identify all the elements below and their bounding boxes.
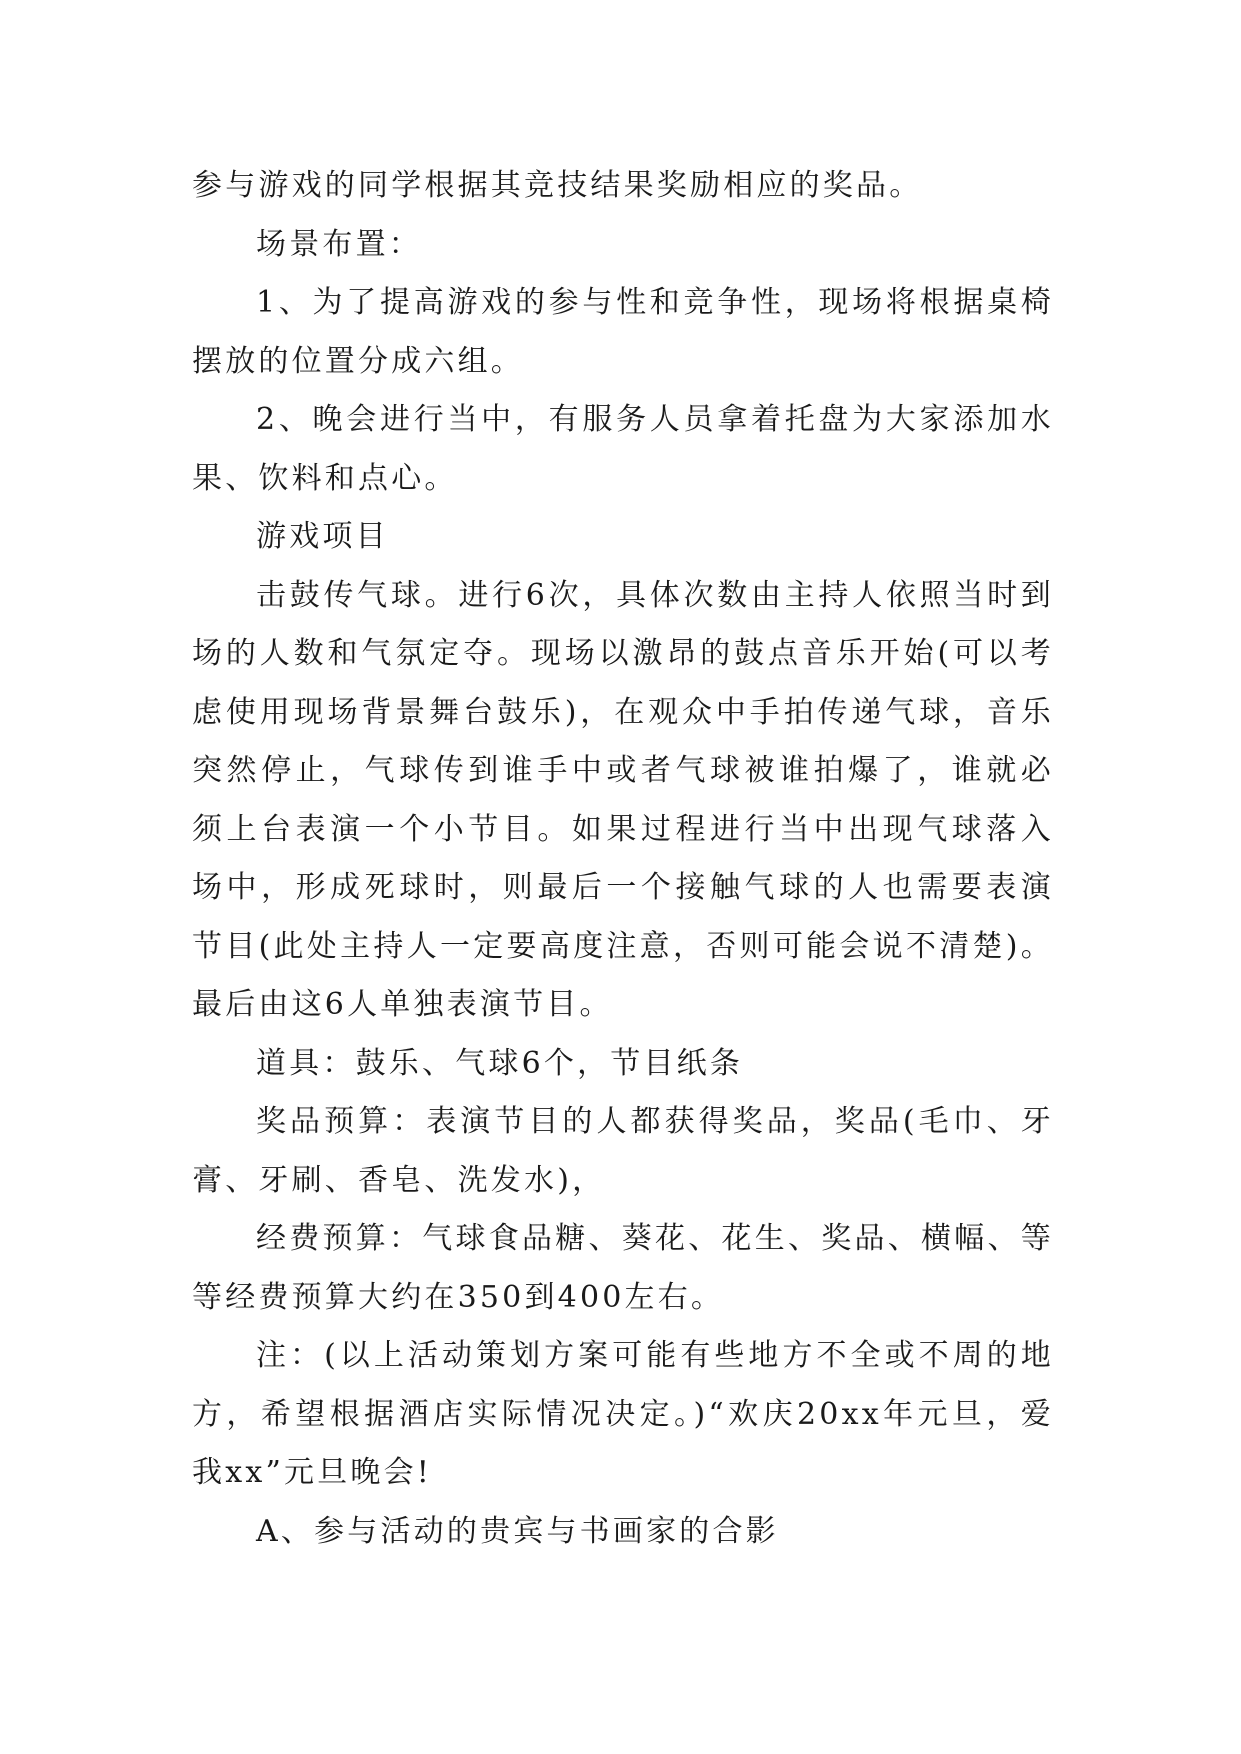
paragraph-scene-item-1: 1、为了提高游戏的参与性和竞争性，现场将根据桌椅摆放的位置分成六组。 — [192, 285, 1054, 379]
paragraph-game-description: 击鼓传气球。进行6次，具体次数由主持人依照当时到场的人数和气氛定夺。现场以激昂的鼓点音乐开始(可以考虑使用现场背景舞台鼓乐)，在观众中手拍传递气球，音乐突然停止，气球传到谁手中或者气球被谁拍爆了，谁就必须上台表演一个小节目。如果过程进行当中出现气球落入场中，形成死球时，则最后一个接触气球的人也需要表演节目(此处主持人一定要高度注意，否则可能会说不清楚)。最后由这6人单独表演节目。 — [192, 577, 1054, 1022]
paragraph-note: 注：(以上活动策划方案可能有些地方不全或不周的地方，希望根据酒店实际情况决定。)“欢庆20xx年元旦，爱我xx”元旦晚会! — [192, 1338, 1054, 1490]
paragraph-scene-heading: 场景布置： — [256, 226, 422, 262]
paragraph-scene-item-2: 2、晚会进行当中，有服务人员拿着托盘为大家添加水果、饮料和点心。 — [192, 402, 1054, 496]
paragraph-games-heading: 游戏项目 — [256, 519, 389, 554]
paragraph-props: 道具：鼓乐、气球6个，节目纸条 — [256, 1045, 744, 1081]
document-page — [192, 157, 1054, 1561]
paragraph-photo-item: A、参与活动的贵宾与书画家的合影 — [256, 1513, 779, 1549]
paragraph-expense-budget: 经费预算：气球食品糖、葵花、花生、奖品、横幅、等等经费预算大约在350到400左右。 — [192, 1221, 1054, 1315]
paragraph-prize-budget: 奖品预算：表演节目的人都获得奖品，奖品(毛巾、牙膏、牙刷、香皂、洗发水)， — [192, 1104, 1054, 1198]
paragraph-prizes: 参与游戏的同学根据其竞技结果奖励相应的奖品。 — [192, 168, 923, 203]
